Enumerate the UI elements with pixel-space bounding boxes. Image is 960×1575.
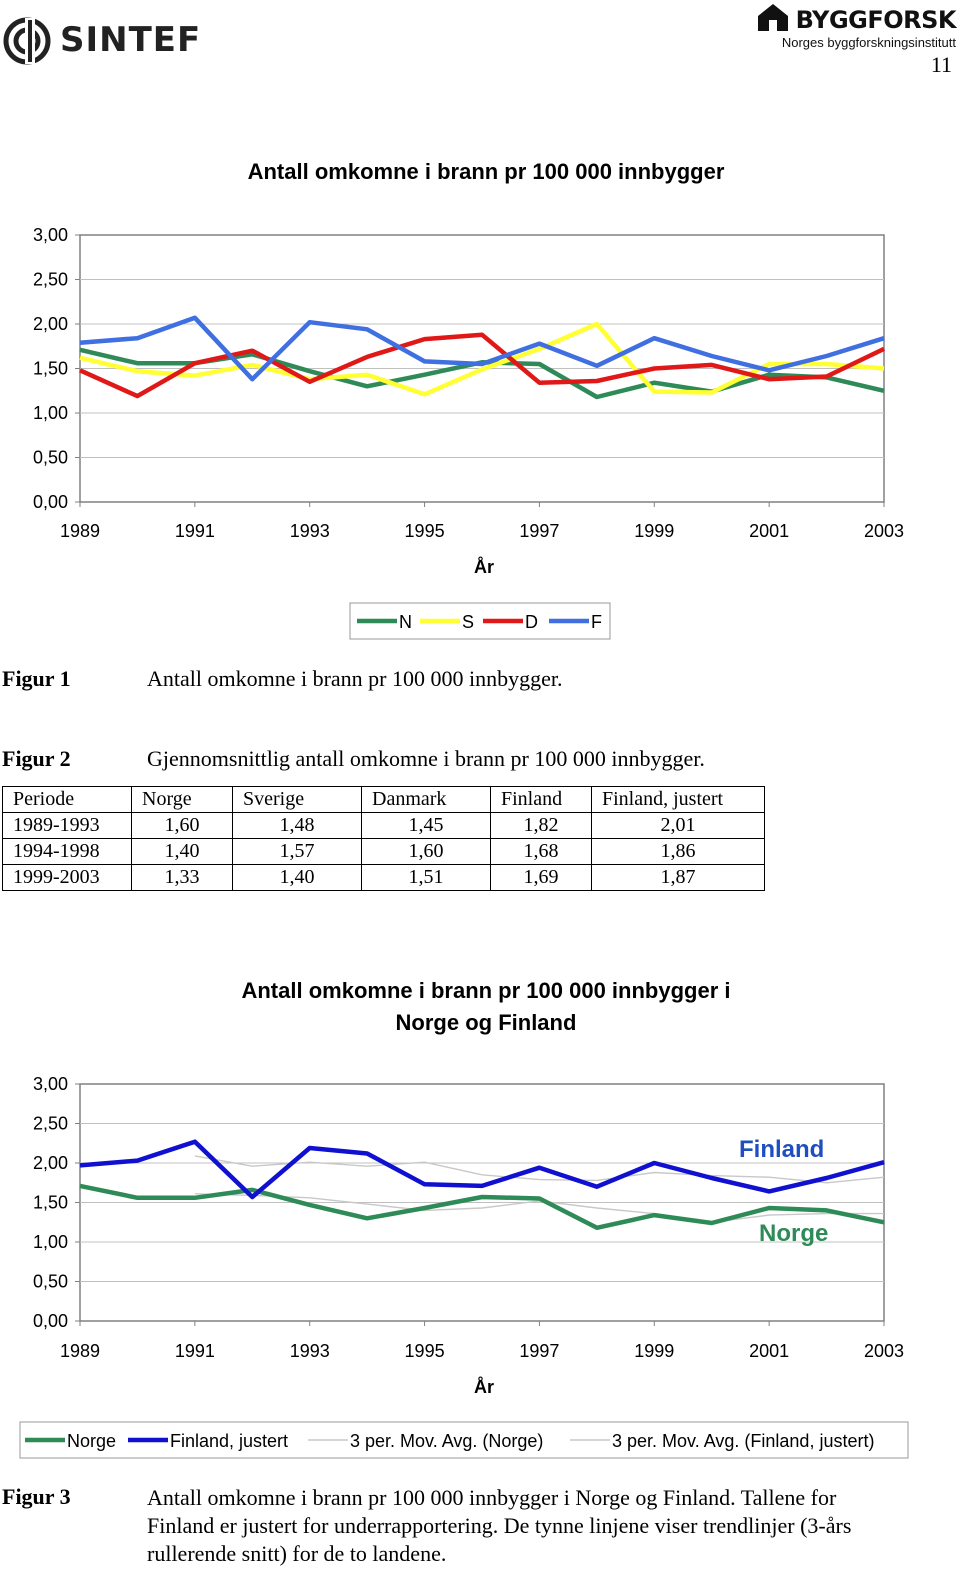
chart-title: Antall omkomne i brann pr 100 000 innbygger i <box>241 978 731 1003</box>
table-cell: 1,51 <box>362 865 491 891</box>
table-cell: 1,40 <box>233 865 362 891</box>
figure-3-caption-line: Antall omkomne i brann pr 100 000 innbygger i Norge og Finland. Tallene for <box>147 1485 837 1510</box>
figure-3-caption <box>147 1484 947 1568</box>
y-tick-label: 0,00 <box>32 492 68 512</box>
table-row <box>3 839 765 865</box>
x-tick-label: 1989 <box>59 521 101 541</box>
y-tick-label: 1,00 <box>32 403 68 423</box>
table-cell: 1,48 <box>233 813 362 839</box>
figure-3-caption-line: rullerende snitt) for de to landene. <box>147 1541 447 1566</box>
legend-label: N <box>399 612 412 632</box>
x-axis-label: År <box>473 1377 495 1397</box>
table-cell: 1,87 <box>592 865 765 891</box>
x-tick-label: 2001 <box>749 1341 790 1361</box>
y-tick-label: 2,00 <box>32 1153 68 1173</box>
average-table <box>2 786 765 891</box>
table-cell: 1989-1993 <box>3 813 132 839</box>
x-tick-label: 2003 <box>863 521 905 541</box>
x-tick-label: 1995 <box>404 1341 445 1361</box>
x-tick-label: 2003 <box>863 1341 905 1361</box>
legend-label: S <box>462 612 475 632</box>
table-header-cell: Sverige <box>233 787 362 813</box>
table-cell: 1,45 <box>362 813 491 839</box>
legend-label: Finland, justert <box>170 1431 289 1451</box>
legend-label: F <box>591 612 602 632</box>
chart-title: Antall omkomne i brann pr 100 000 innbygger <box>247 159 725 184</box>
table-header-cell: Periode <box>3 787 132 813</box>
legend-label: 3 per. Mov. Avg. (Norge) <box>350 1431 544 1451</box>
page-number: 11 <box>930 52 952 77</box>
house-icon <box>756 2 790 32</box>
byggforsk-logo-text: BYGGFORSK <box>795 6 956 34</box>
x-tick-label: 1991 <box>174 1341 215 1361</box>
chart-1-svg <box>0 150 960 650</box>
legend-label: Norge <box>67 1431 117 1451</box>
y-tick-label: 2,00 <box>32 314 68 334</box>
x-tick-label: 1993 <box>289 521 330 541</box>
figure-2-label: Figur 2 <box>2 746 71 771</box>
table-header-cell: Norge <box>132 787 233 813</box>
y-tick-label: 3,00 <box>32 225 68 245</box>
chart-2-svg <box>0 970 960 1470</box>
annotation-finland: Finland <box>739 1136 825 1163</box>
table-cell: 1994-1998 <box>3 839 132 865</box>
table-header-cell: Finland <box>491 787 592 813</box>
table-cell: 1,60 <box>132 813 233 839</box>
sintef-logo-text: SINTEF <box>60 20 202 60</box>
table-header-row <box>3 787 765 813</box>
y-tick-label: 0,50 <box>32 447 68 468</box>
figure-1-caption: Antall omkomne i brann pr 100 000 innbygger. <box>147 666 563 691</box>
x-tick-label: 1999 <box>634 1341 675 1361</box>
chart-1 <box>0 150 960 650</box>
y-tick-label: 2,50 <box>32 1113 68 1134</box>
figure-3-caption-line: Finland er justert for underrapportering. De tynne linjene viser trendlinjer (3-års <box>147 1513 852 1538</box>
y-tick-label: 0,50 <box>32 1271 68 1292</box>
table-cell: 1999-2003 <box>3 865 132 891</box>
sintef-logo <box>2 14 222 70</box>
figure-3-label: Figur 3 <box>2 1484 71 1509</box>
x-tick-label: 1997 <box>519 521 560 541</box>
table-row <box>3 865 765 891</box>
legend-label: 3 per. Mov. Avg. (Finland, justert) <box>612 1431 875 1451</box>
sintef-emblem-icon <box>2 16 52 66</box>
table-cell: 1,33 <box>132 865 233 891</box>
table-cell: 1,57 <box>233 839 362 865</box>
y-tick-label: 1,50 <box>32 1192 68 1213</box>
y-tick-label: 0,00 <box>32 1311 68 1331</box>
x-tick-label: 1989 <box>59 1341 101 1361</box>
table-cell: 1,82 <box>491 813 592 839</box>
x-tick-label: 1999 <box>634 521 675 541</box>
x-tick-label: 1997 <box>519 1341 560 1361</box>
table-cell: 1,68 <box>491 839 592 865</box>
figure-1-label: Figur 1 <box>2 666 71 691</box>
table-cell: 2,01 <box>592 813 765 839</box>
x-tick-label: 1995 <box>404 521 445 541</box>
x-tick-label: 1991 <box>174 521 215 541</box>
byggforsk-subtitle: Norges byggforskningsinstitutt <box>781 35 956 50</box>
y-tick-label: 1,50 <box>32 358 68 379</box>
table-cell: 1,60 <box>362 839 491 865</box>
table-header-cell: Finland, justert <box>592 787 765 813</box>
byggforsk-logo <box>756 2 956 54</box>
y-tick-label: 3,00 <box>32 1074 68 1094</box>
table-cell: 1,86 <box>592 839 765 865</box>
legend-label: D <box>525 612 538 632</box>
x-axis-label: År <box>473 557 495 577</box>
y-tick-label: 2,50 <box>32 269 68 290</box>
y-tick-label: 1,00 <box>32 1232 68 1252</box>
chart-title: Norge og Finland <box>395 1010 577 1035</box>
table-cell: 1,40 <box>132 839 233 865</box>
x-tick-label: 2001 <box>749 521 790 541</box>
chart-2 <box>0 970 960 1470</box>
x-tick-label: 1993 <box>289 1341 330 1361</box>
figure-2-caption: Gjennomsnittlig antall omkomne i brann pr 100 000 innbygger. <box>147 746 705 771</box>
table-cell: 1,69 <box>491 865 592 891</box>
table-header-cell: Danmark <box>362 787 491 813</box>
table-row <box>3 813 765 839</box>
annotation-norge: Norge <box>759 1220 829 1247</box>
